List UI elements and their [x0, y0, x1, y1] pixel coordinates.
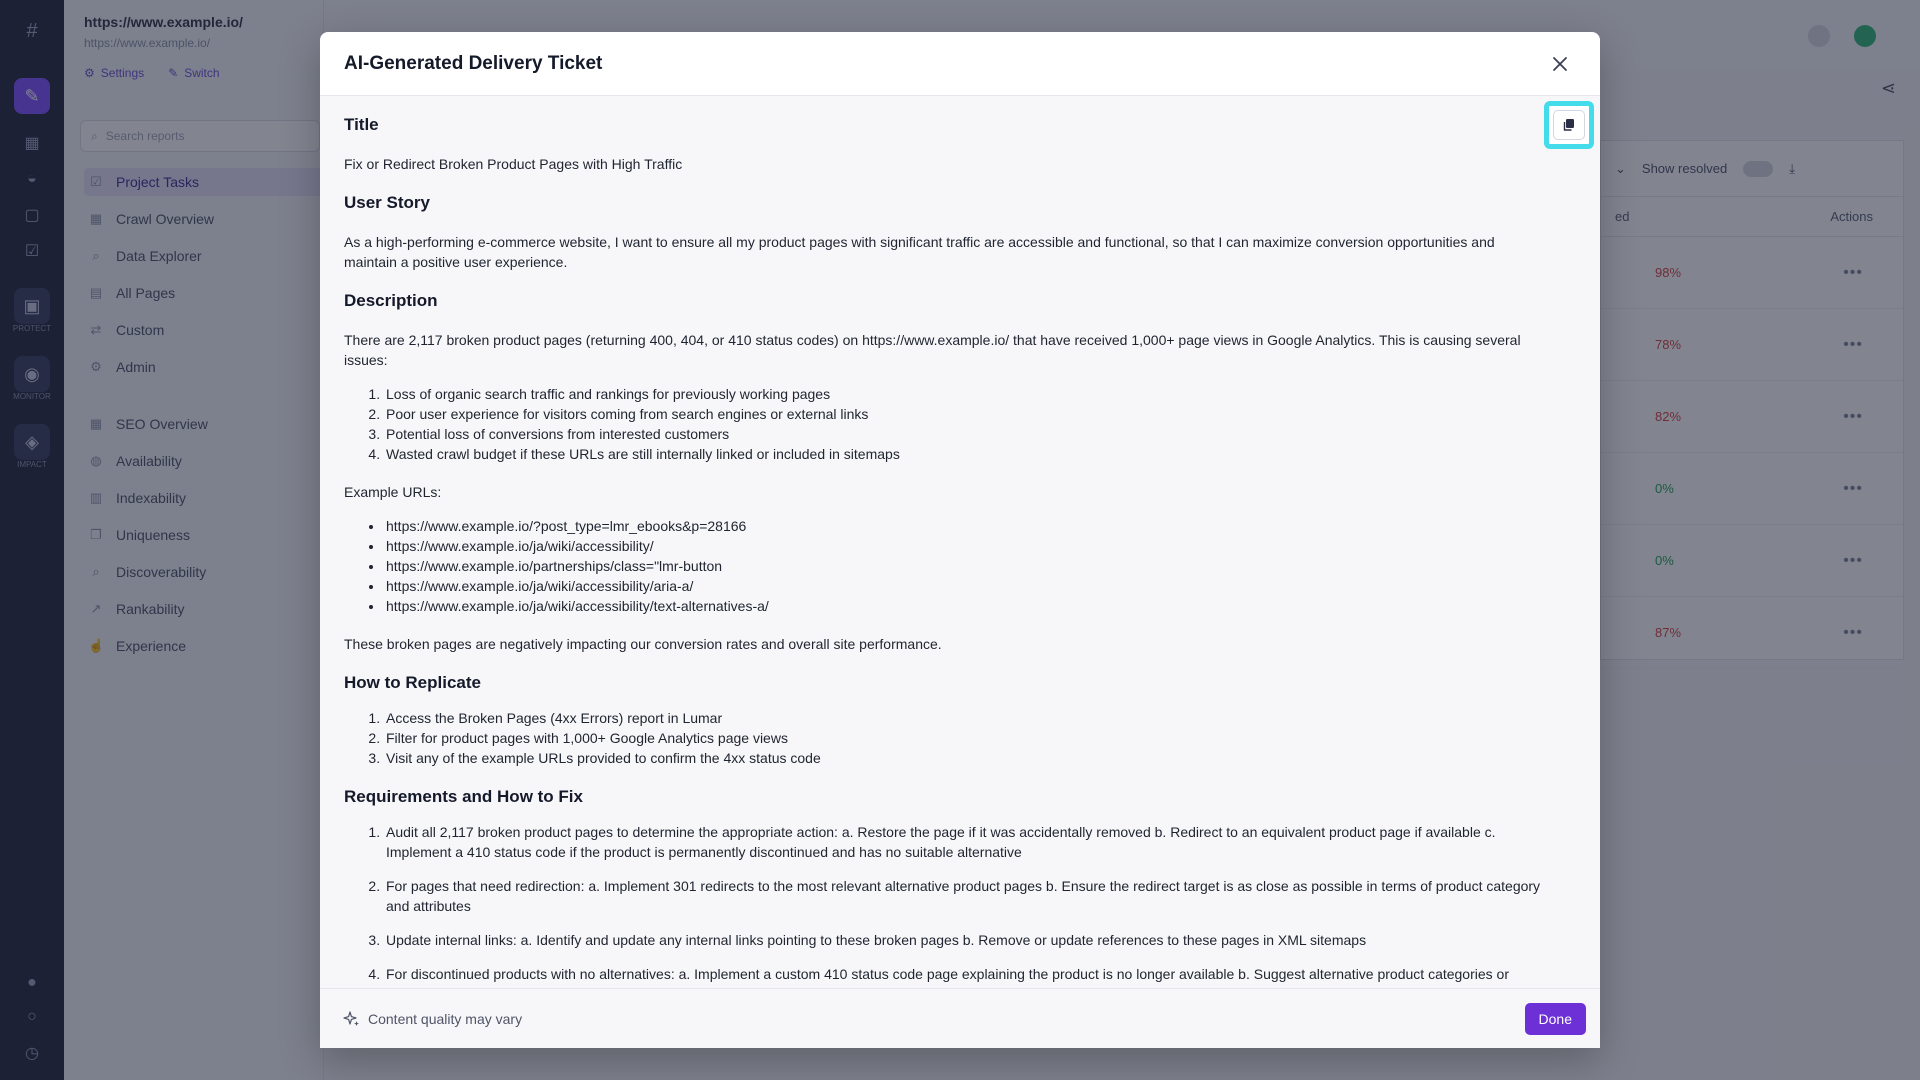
replicate-steps [384, 708, 1550, 768]
quality-note [344, 1011, 522, 1027]
sparkle-icon [344, 1011, 360, 1027]
copy-button-highlight [1544, 101, 1594, 149]
section-heading-user-story: User Story [344, 193, 430, 212]
list-item: 2. Filter for product pages with 1,000+ Google Analytics page views [384, 728, 1550, 748]
copy-icon [1562, 118, 1576, 132]
example-url: • https://www.example.io/?post_type=lmr_ebooks&p=28166 [384, 516, 1550, 536]
issues-list [384, 384, 1550, 464]
modal-header [320, 32, 1600, 96]
ticket-title-text: Fix or Redirect Broken Product Pages with High Traffic [344, 156, 683, 172]
description-text: There are 2,117 broken product pages (returning 400, 404, or 410 status codes) on https://www.example.io/ that have received 1,000+ page views in Google Analytics. This is causing several issues: [344, 332, 1521, 368]
done-button[interactable]: Done [1525, 1003, 1586, 1035]
delivery-ticket-modal [320, 32, 1600, 1048]
list-item: 2. For pages that need redirection: a. Implement 301 redirects to the most relevant alternative product pages b. Ensure the redirect target is as close as possible in terms of product category and attributes [384, 876, 1550, 916]
requirements-list [384, 822, 1550, 1004]
list-item: 3. Potential loss of conversions from interested customers [384, 424, 1550, 444]
quality-note-text: Content quality may vary [368, 1010, 523, 1027]
user-story-text: As a high-performing e-commerce website, I want to ensure all my product pages with significant traffic are accessible and functional, so that I can maximize conversion opportunities and maintain a positive user experience. [344, 234, 1495, 270]
list-item: 1. Loss of organic search traffic and rankings for previously working pages [384, 384, 1550, 404]
section-heading-requirements: Requirements and How to Fix [344, 787, 583, 806]
section-heading-replicate: How to Replicate [344, 673, 481, 692]
section-heading-title: Title [344, 115, 379, 134]
list-item: 1. Audit all 2,117 broken product pages to determine the appropriate action: a. Restore the page if it was accidentally removed b. Redirect to an equivalent product page if available c. Implement a 410 status code if the product is permanently discontinued and has no suitable alternative [384, 822, 1550, 862]
example-url: • https://www.example.io/ja/wiki/accessibility/text-alternatives-a/ [384, 596, 1550, 616]
list-item: 1. Access the Broken Pages (4xx Errors) report in Lumar [384, 708, 1550, 728]
ticket-content [320, 96, 1600, 988]
section-heading-description: Description [344, 291, 438, 310]
example-url: • https://www.example.io/ja/wiki/accessibility/aria-a/ [384, 576, 1550, 596]
copy-button[interactable] [1553, 110, 1585, 140]
modal-title: AI-Generated Delivery Ticket [344, 52, 603, 74]
example-url: • https://www.example.io/ja/wiki/accessibility/ [384, 536, 1550, 556]
list-item: 4. For discontinued products with no alternatives: a. Implement a custom 410 status code page explaining the product is no longer available b. Suggest alternative product categories or [384, 964, 1550, 1004]
list-item: 4. Wasted crawl budget if these URLs are still internally linked or included in sitemaps [384, 444, 1550, 464]
list-item: 2. Poor user experience for visitors coming from search engines or external links [384, 404, 1550, 424]
example-urls-label: Example URLs: [344, 484, 442, 500]
modal-footer [320, 988, 1600, 1048]
close-button[interactable] [1544, 48, 1576, 80]
example-urls-list [384, 516, 1550, 616]
close-icon [1552, 56, 1568, 72]
example-url: • https://www.example.io/partnerships/class="lmr-button [384, 556, 1550, 576]
list-item: 3. Visit any of the example URLs provided to confirm the 4xx status code [384, 748, 1550, 768]
impact-text: These broken pages are negatively impacting our conversion rates and overall site performance. [344, 636, 942, 652]
list-item: 3. Update internal links: a. Identify and update any internal links pointing to these broken pages b. Remove or update references to these pages in XML sitemaps [384, 930, 1550, 950]
